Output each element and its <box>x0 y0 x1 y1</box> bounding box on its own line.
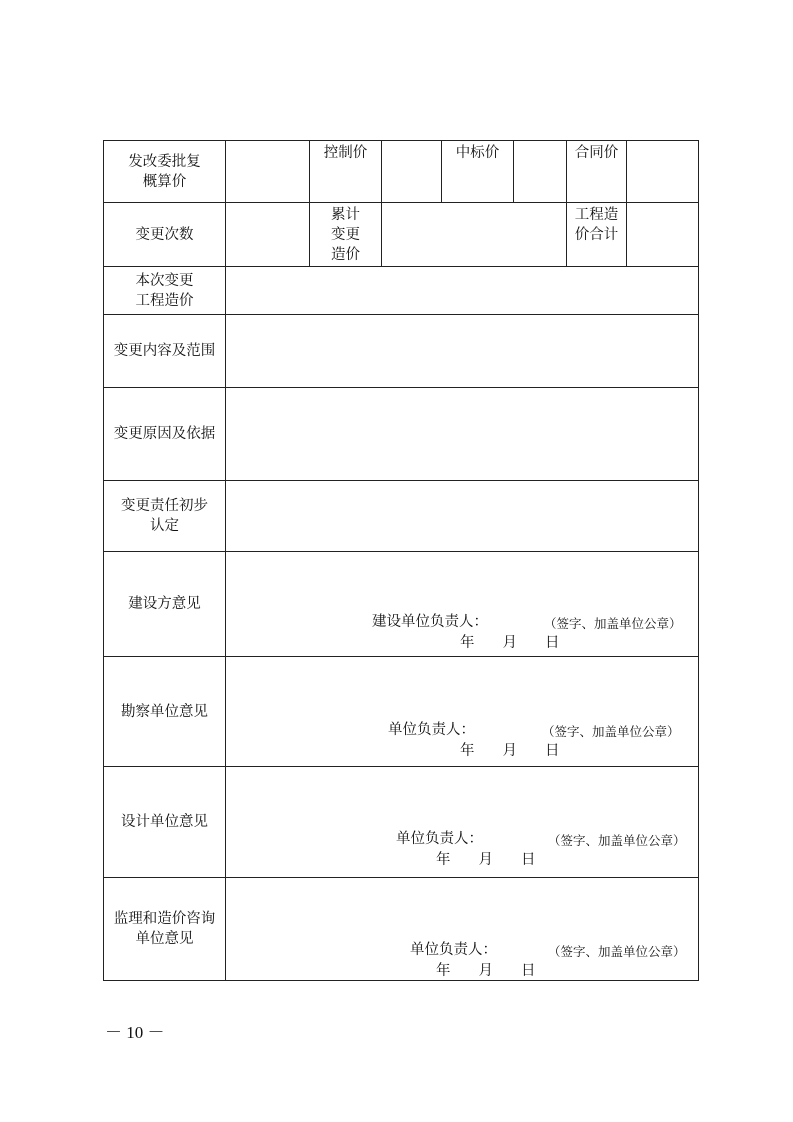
design-opinion-row <box>104 767 699 878</box>
current-change-cost-value[interactable] <box>226 267 699 315</box>
cumulative-change-cost-label: 累计 变更 造价 <box>310 203 382 267</box>
responsibility-row <box>104 481 699 552</box>
approved-budget-label: 发改委批复 概算价 <box>104 141 226 203</box>
change-approval-form <box>103 140 699 981</box>
supervision-opinion-value[interactable] <box>226 878 699 981</box>
total-cost-label: 工程造 价合计 <box>567 203 627 267</box>
owner-seal-note: （签字、加盖单位公章） <box>544 616 682 631</box>
change-scope-label: 变更内容及范围 <box>104 315 226 388</box>
owner-signer-label: 建设单位负责人： <box>372 614 488 630</box>
page-number: － 10 － <box>105 1023 165 1042</box>
design-date: 年 月 日 <box>436 852 536 868</box>
change-reason-value[interactable] <box>226 388 699 481</box>
change-reason-row <box>104 388 699 481</box>
survey-opinion-row <box>104 657 699 767</box>
winning-bid-value[interactable] <box>514 141 567 203</box>
design-opinion-label: 设计单位意见 <box>104 767 226 878</box>
change-count-value[interactable] <box>226 203 310 267</box>
current-change-cost-row <box>104 267 699 315</box>
survey-opinion-value[interactable] <box>226 657 699 767</box>
responsibility-label: 变更责任初步 认定 <box>104 481 226 552</box>
owner-opinion-label: 建设方意见 <box>104 552 226 657</box>
change-count-row <box>104 203 699 267</box>
contract-price-label: 合同价 <box>567 141 627 203</box>
survey-opinion-label: 勘察单位意见 <box>104 657 226 767</box>
contract-price-value[interactable] <box>627 141 699 203</box>
control-price-label: 控制价 <box>310 141 382 203</box>
design-signer-label: 单位负责人： <box>396 831 483 847</box>
supervision-date: 年 月 日 <box>436 963 536 979</box>
current-change-cost-label: 本次变更 工程造价 <box>104 267 226 315</box>
total-cost-value[interactable] <box>627 203 699 267</box>
supervision-seal-note: （签字、加盖单位公章） <box>548 944 686 959</box>
supervision-opinion-label: 监理和造价咨询 单位意见 <box>104 878 226 981</box>
cumulative-change-cost-value[interactable] <box>382 203 567 267</box>
winning-bid-label: 中标价 <box>442 141 514 203</box>
change-scope-value[interactable] <box>226 315 699 388</box>
budget-price-row <box>104 141 699 203</box>
responsibility-value[interactable] <box>226 481 699 552</box>
control-price-value[interactable] <box>382 141 442 203</box>
design-opinion-value[interactable] <box>226 767 699 878</box>
survey-date: 年 月 日 <box>460 743 560 759</box>
supervision-signer-label: 单位负责人： <box>410 942 497 958</box>
change-count-label: 变更次数 <box>104 203 226 267</box>
owner-opinion-row <box>104 552 699 657</box>
design-seal-note: （签字、加盖单位公章） <box>548 833 686 848</box>
owner-date: 年 月 日 <box>460 635 560 651</box>
change-reason-label: 变更原因及依据 <box>104 388 226 481</box>
approved-budget-value[interactable] <box>226 141 310 203</box>
change-scope-row <box>104 315 699 388</box>
survey-signer-label: 单位负责人： <box>388 722 475 738</box>
survey-seal-note: （签字、加盖单位公章） <box>542 724 680 739</box>
owner-opinion-value[interactable] <box>226 552 699 657</box>
supervision-opinion-row <box>104 878 699 981</box>
